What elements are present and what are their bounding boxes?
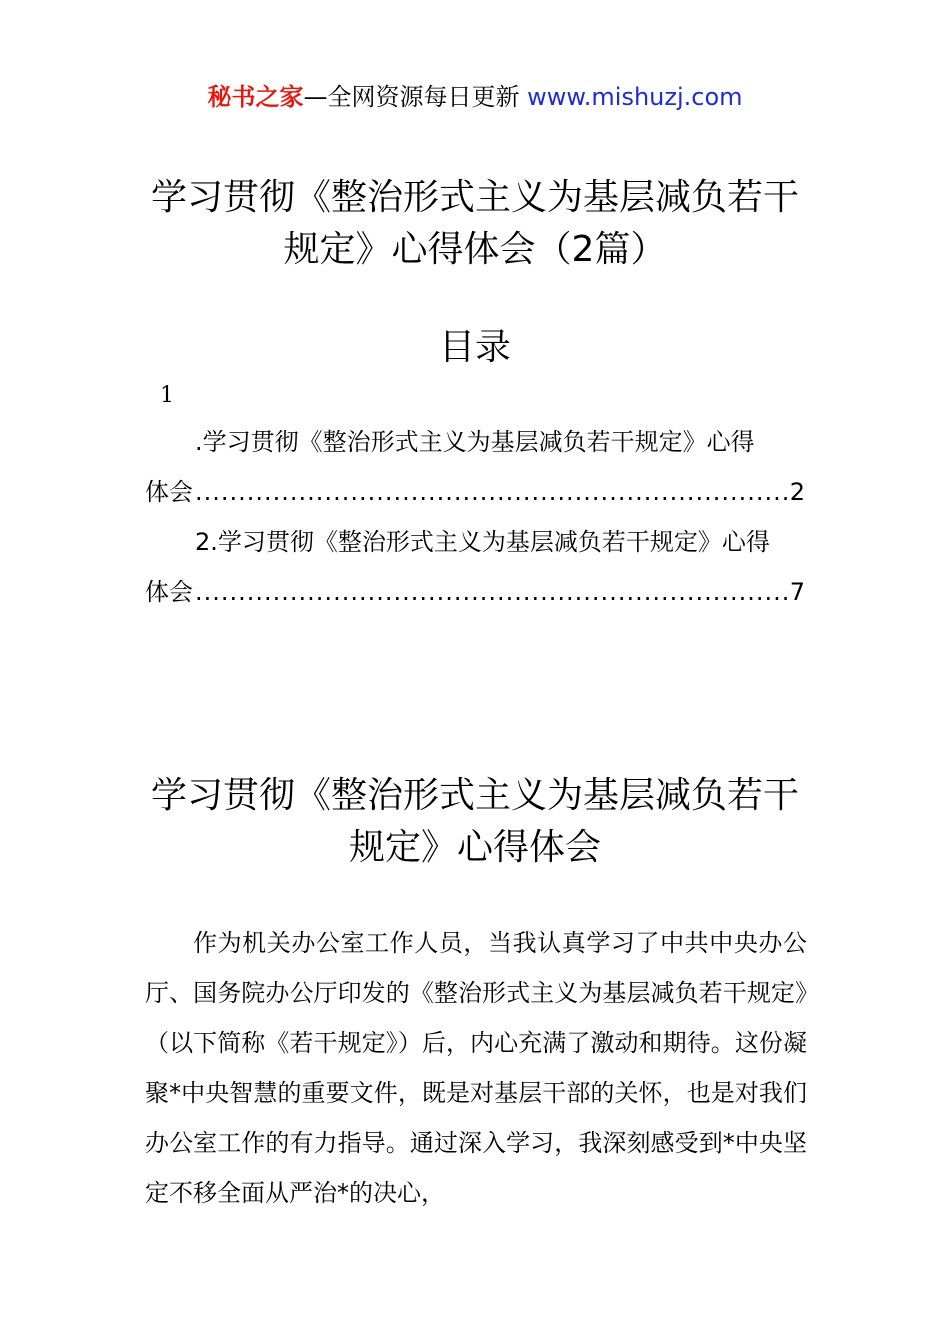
document-title-line-2: 规定》心得体会（2篇）	[283, 229, 667, 270]
toc-dot-leader	[195, 474, 788, 510]
document-title	[0, 172, 950, 276]
document-title-line-1: 学习贯彻《整治形式主义为基层减负若干	[150, 177, 799, 218]
toc-entry-1-text: 体会	[145, 478, 193, 506]
site-url-link[interactable]: www.mishuzj.com	[527, 83, 743, 111]
toc-entry-2-page: 7	[789, 578, 805, 606]
article-title	[0, 770, 950, 874]
article-title-line-2: 规定》心得体会	[348, 827, 601, 868]
toc-heading: 目录	[438, 327, 511, 368]
toc-entry-1-line-1[interactable]: .学习贯彻《整治形式主义为基层减负若干规定》心得	[195, 428, 755, 456]
toc-entry-1-page: 2	[789, 478, 805, 506]
brand-name: 秘书之家	[207, 83, 304, 111]
article-paragraph: 作为机关办公室工作人员，当我认真学习了中共中央办公厅、国务院办公厅印发的《整治形式主义为基层减负若干规定》（以下简称《若干规定》）后，内心充满了激动和期待。这份凝聚*中央智慧的重要文件，既是对基层干部的关怀，也是对我们办公室工作的有力指导。通过深入学习，我深刻感受到*中央坚定不移全面从严治*的决心，	[145, 929, 807, 1207]
site-header	[0, 80, 950, 114]
header-tagline: —全网资源每日更新	[303, 83, 520, 111]
toc-dot-leader	[195, 574, 788, 610]
toc-entry-2-text: 体会	[145, 578, 193, 606]
toc-entry-2-line-1[interactable]: 2.学习贯彻《整治形式主义为基层减负若干规定》心得	[195, 528, 770, 556]
article-title-line-1: 学习贯彻《整治形式主义为基层减负若干	[150, 775, 799, 816]
toc-entry-2-line-2[interactable]	[145, 574, 805, 610]
toc-stray-number: 1	[160, 383, 174, 408]
toc-entry-1-line-2[interactable]	[145, 474, 805, 510]
